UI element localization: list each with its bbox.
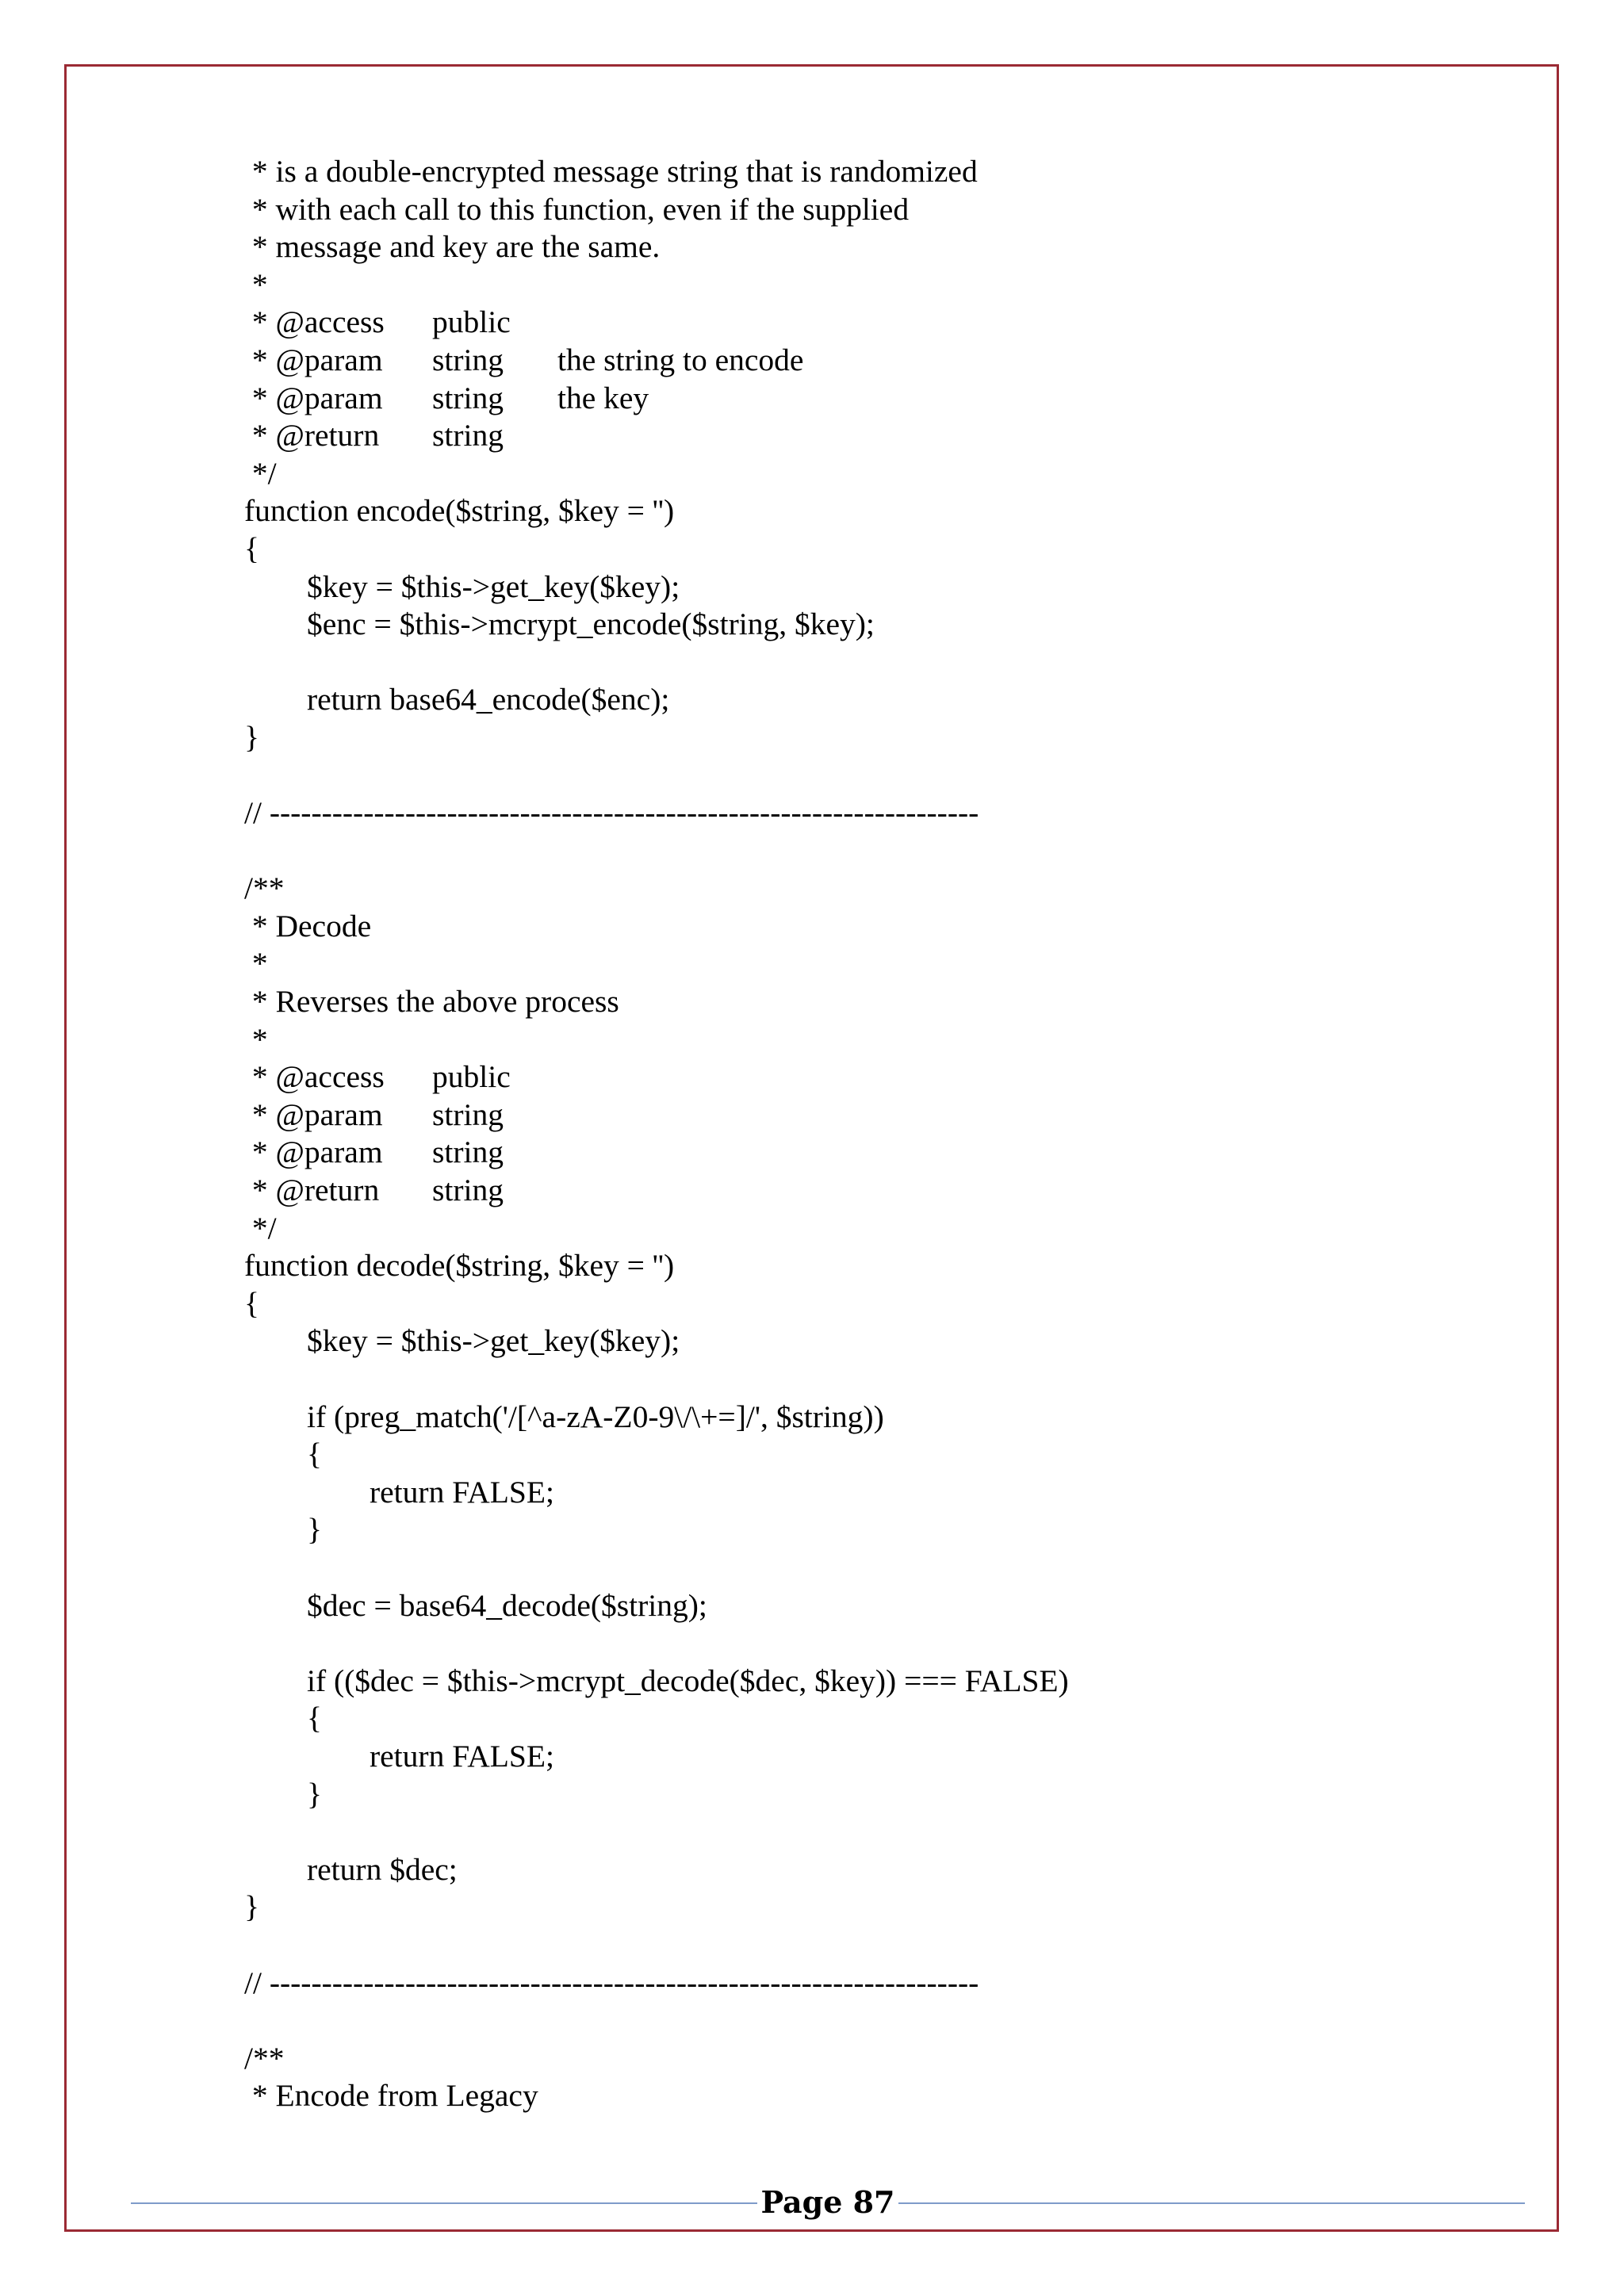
code-line: */ [244,1210,277,1246]
code-line [244,1549,1069,1587]
code-line: } [244,719,259,755]
code-line: function encode($string, $key = '') [244,493,675,529]
code-line [244,1624,1069,1663]
code-line: * Reverses the above process [244,984,619,1020]
code-line: * [244,266,268,302]
code-line: return FALSE; [244,1474,554,1510]
code-line: * @param string [244,1096,504,1132]
code-line: $dec = base64_decode($string); [244,1587,707,1623]
code-line: return base64_encode($enc); [244,682,670,718]
code-line: } [244,1512,322,1548]
code-line: /** [244,871,285,906]
code-line: if (($dec = $this->mcrypt_decode($dec, $key)) === FALSE) [244,1663,1069,1698]
code-line: * @return string [244,418,504,453]
page-number: Page 87 [760,2184,895,2220]
code-line: * is a double-encrypted message string that is randomized [244,154,978,189]
code-line: * [244,946,268,982]
code-line: * [244,1021,268,1057]
code-line: function decode($string, $key = '') [244,1248,675,1284]
code-line: * message and key are the same. [244,229,661,265]
code-line [244,1813,1069,1851]
code-line: } [244,1776,322,1812]
code-line [244,832,1069,871]
code-line: $key = $this->get_key($key); [244,568,680,604]
code-line: * Encode from Legacy [244,2078,538,2114]
code-line [244,1360,1069,1399]
code-line: { [244,1285,259,1321]
code-line: return $dec; [244,1851,458,1887]
code-line: * with each call to this function, even if the supplied [244,191,910,227]
code-line [244,2002,1069,2040]
code-line: * Decode [244,908,372,943]
code-line: // -------------------------------------------------------------------- [244,1965,979,2000]
code-line: * @param string the key [244,380,649,415]
code-line [244,644,1069,682]
code-line [244,1927,1069,1965]
code-line: // -------------------------------------------------------------------- [244,795,979,831]
footer-rule-left [131,2202,757,2204]
code-line: /** [244,2040,285,2076]
code-line: * @access public [244,304,511,340]
code-line: return FALSE; [244,1738,554,1774]
page-footer [131,2183,1525,2222]
code-line: { [244,1701,322,1736]
footer-rule-right [898,2202,1525,2204]
code-line: { [244,530,259,566]
code-line: * @access public [244,1059,511,1095]
code-line: } [244,1889,259,1925]
code-line: * @return string [244,1173,504,1208]
code-line: */ [244,455,277,491]
code-line: if (preg_match('/[^a-zA-Z0-9\/\+=]/', $string)) [244,1399,884,1434]
code-line: * @param string [244,1135,504,1170]
code-listing [244,153,1069,2115]
code-line: * @param string the string to encode [244,342,804,377]
code-line: $key = $this->get_key($key); [244,1323,680,1359]
code-line: { [244,1437,322,1472]
code-line: $enc = $this->mcrypt_encode($string, $key); [244,607,875,642]
code-line [244,757,1069,795]
